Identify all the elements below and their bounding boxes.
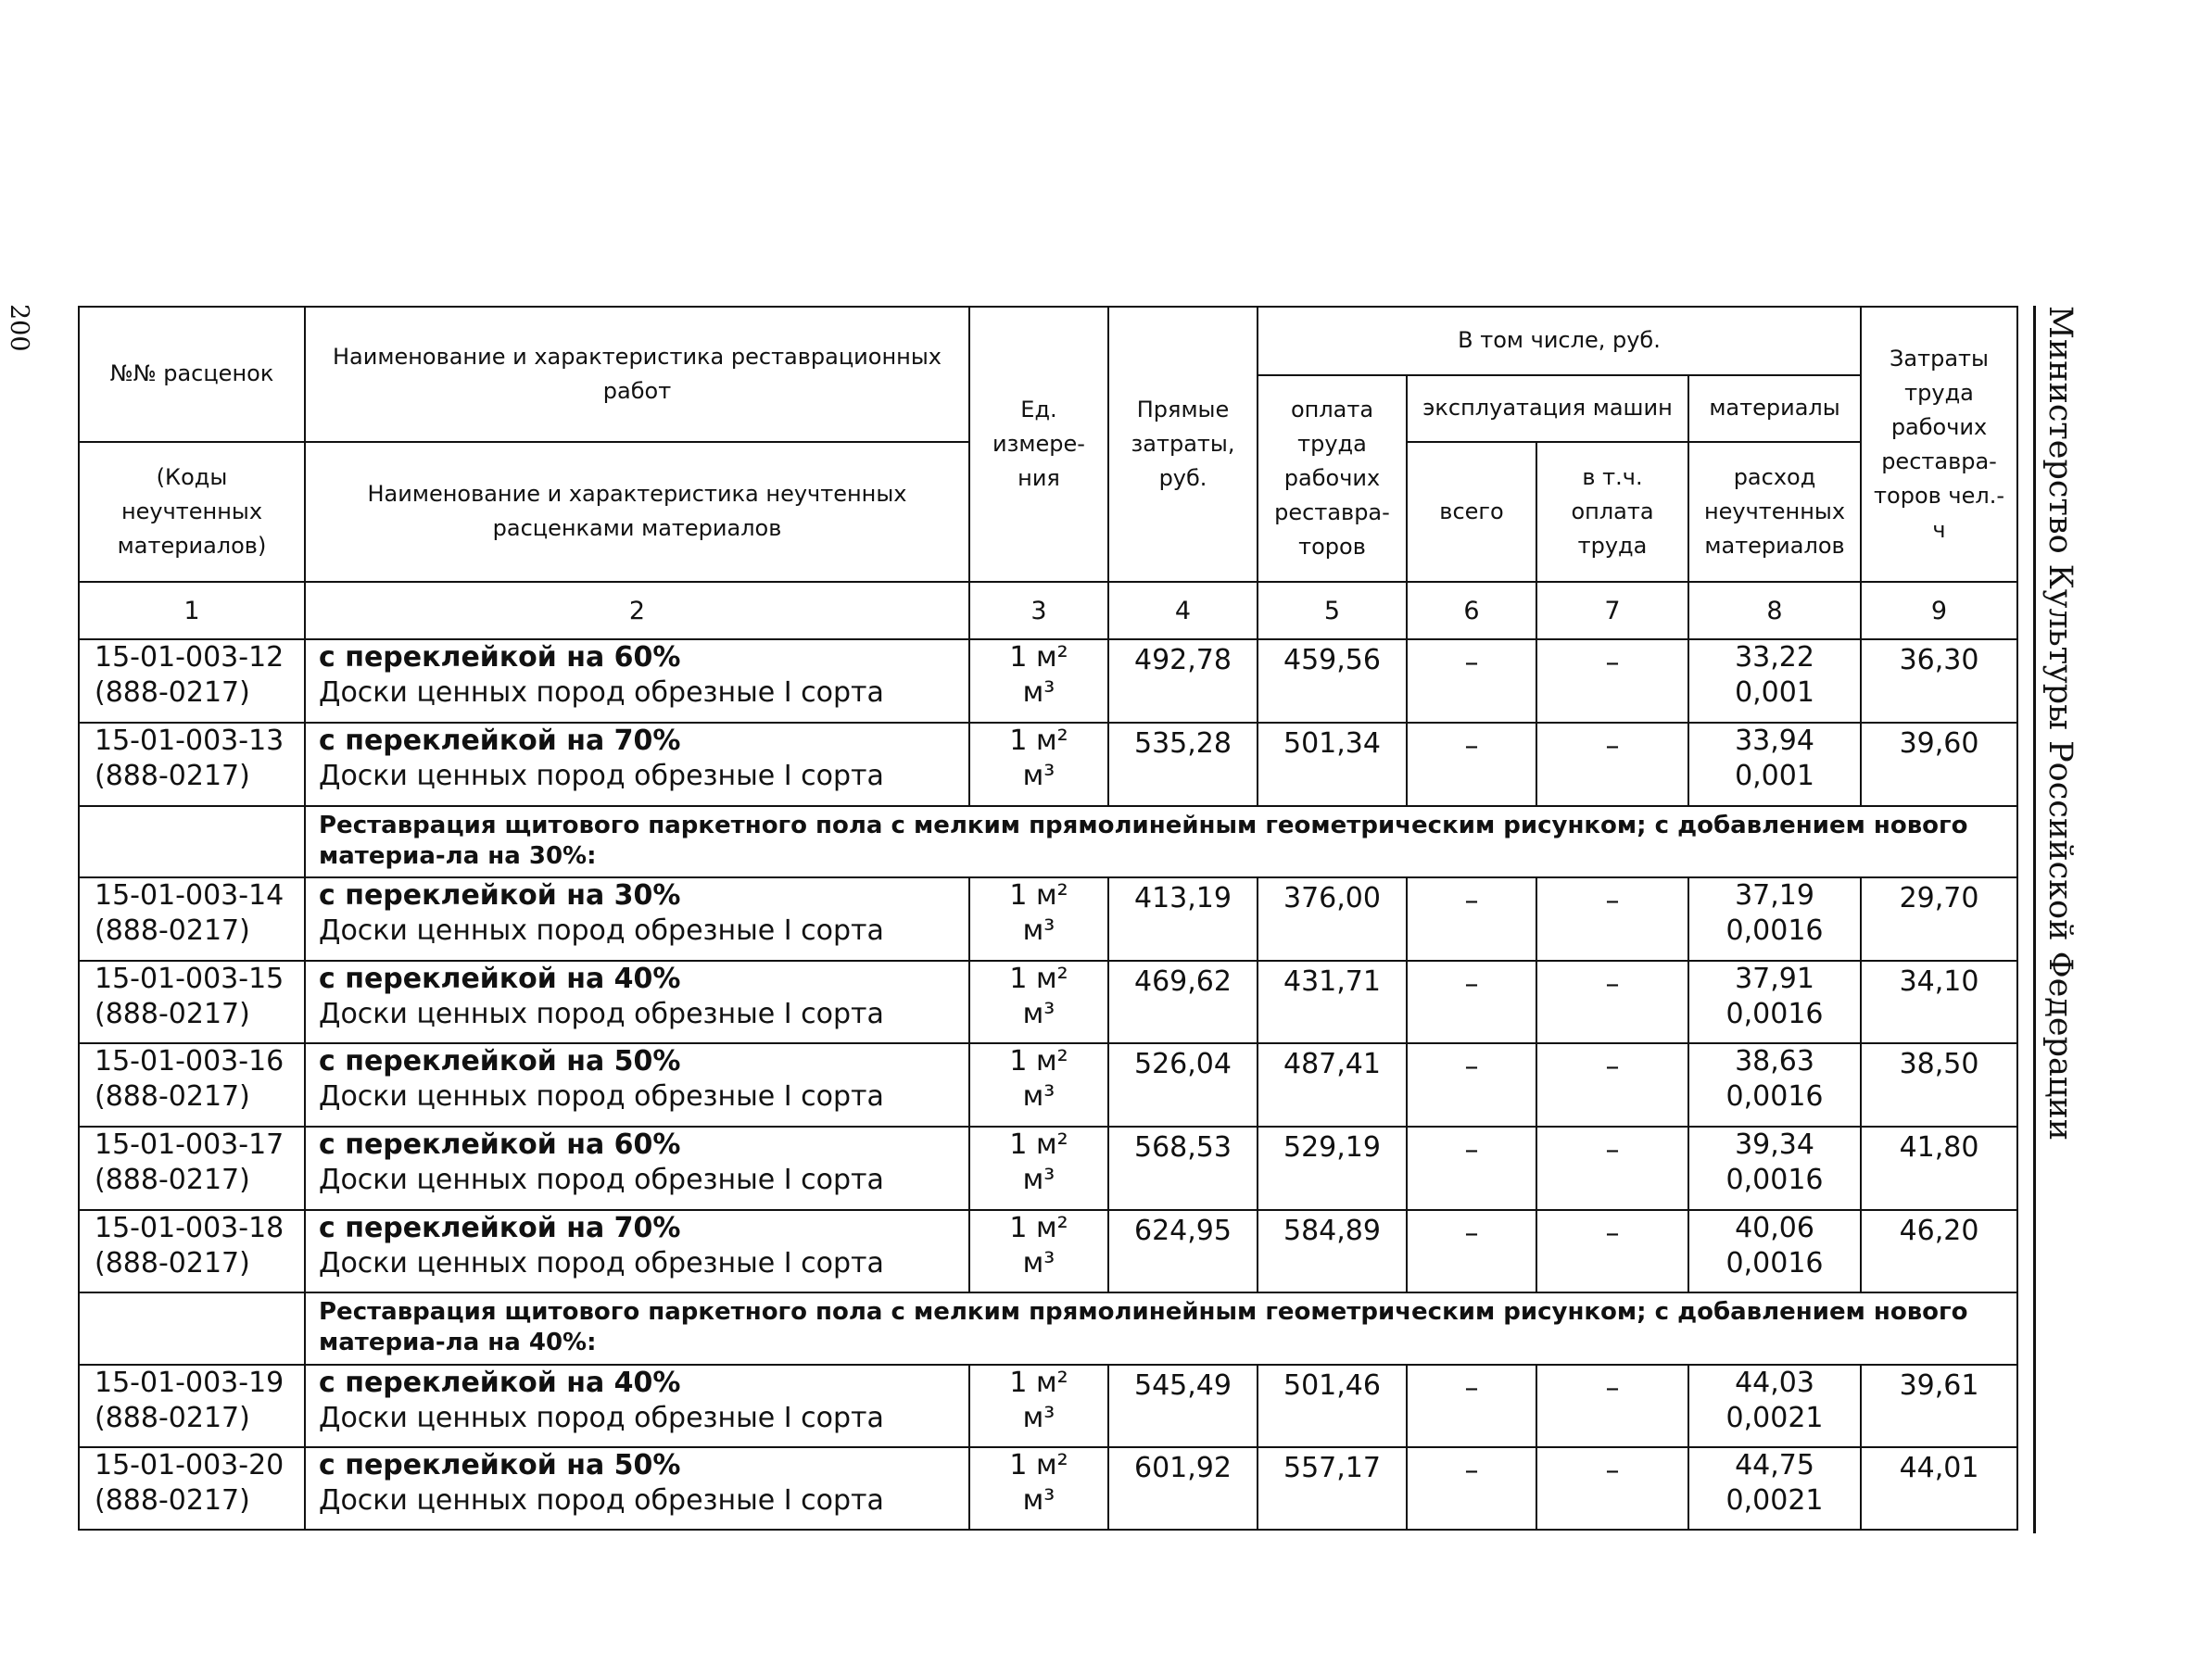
- unit-work: 1 м²: [1009, 1211, 1068, 1244]
- column-number: 4: [1108, 582, 1258, 639]
- section-row: [79, 806, 2017, 878]
- unit-material: м³: [1022, 914, 1055, 948]
- machines-labor: –: [1536, 639, 1688, 723]
- section-heading: Реставрация щитового паркетного пола с мелким прямолинейным геометрическим рисунком; с добавлением нового материа-ла на 30%:: [305, 806, 2017, 878]
- work-title: с переклейкой на 40%: [319, 962, 681, 995]
- machines-total: –: [1407, 1447, 1536, 1530]
- unit-material: м³: [1022, 997, 1055, 1030]
- rate-code: 15-01-003-14: [95, 879, 284, 913]
- labor-hours: 39,61: [1861, 1365, 2017, 1448]
- header-unit: Ед. измере-ния: [969, 307, 1108, 582]
- labor-pay: 529,19: [1258, 1127, 1407, 1210]
- materials-cell: [1688, 1210, 1861, 1293]
- direct-costs: 601,92: [1108, 1447, 1258, 1530]
- work-title: с переклейкой на 60%: [319, 641, 681, 674]
- materials-cost: 44,75: [1735, 1449, 1814, 1482]
- materials-cell: [1688, 1365, 1861, 1448]
- machines-labor: –: [1536, 1210, 1688, 1293]
- labor-pay: 501,34: [1258, 723, 1407, 806]
- column-numbers-row: [79, 582, 2017, 639]
- unit-work: 1 м²: [1009, 641, 1068, 674]
- work-name-cell: [305, 877, 969, 961]
- rate-code-cell: [79, 1127, 305, 1210]
- machines-total: –: [1407, 1210, 1536, 1293]
- rate-code: 15-01-003-15: [95, 962, 284, 995]
- rate-code-cell: [79, 1210, 305, 1293]
- unit-material: м³: [1022, 1484, 1055, 1518]
- header-row-1: [79, 307, 2017, 375]
- unit-cell: [969, 723, 1108, 806]
- header-machines: эксплуатация машин: [1407, 375, 1688, 442]
- rate-code-cell: [79, 1043, 305, 1127]
- materials-cost: 37,19: [1735, 879, 1814, 913]
- labor-pay: 557,17: [1258, 1447, 1407, 1530]
- materials-usage: 0,0016: [1725, 1080, 1824, 1114]
- unit-cell: [969, 877, 1108, 961]
- material-code: (888-0217): [95, 760, 250, 793]
- labor-pay: 459,56: [1258, 639, 1407, 723]
- material-name: Доски ценных пород обрезные I сорта: [319, 760, 884, 793]
- unit-work: 1 м²: [1009, 1449, 1068, 1482]
- work-title: с переклейкой на 70%: [319, 1211, 681, 1244]
- unit-work: 1 м²: [1009, 1045, 1068, 1078]
- header-labor-hours: Затраты труда рабочих реставра-торов чел.-ч: [1861, 307, 2017, 582]
- materials-cell: [1688, 1043, 1861, 1127]
- unit-material: м³: [1022, 1080, 1055, 1114]
- machines-total: –: [1407, 1365, 1536, 1448]
- unit-material: м³: [1022, 1163, 1055, 1196]
- header-labor-pay: оплата труда рабочих реставра-торов: [1258, 375, 1407, 583]
- work-name-cell: [305, 1365, 969, 1448]
- materials-cell: [1688, 877, 1861, 961]
- price-rates-table: [78, 306, 2018, 1531]
- material-code: (888-0217): [95, 1163, 250, 1196]
- unit-work: 1 м²: [1009, 1128, 1068, 1161]
- direct-costs: 413,19: [1108, 877, 1258, 961]
- rate-code-cell: [79, 639, 305, 723]
- materials-cost: 33,94: [1735, 725, 1814, 758]
- unit-cell: [969, 1365, 1108, 1448]
- direct-costs: 469,62: [1108, 961, 1258, 1044]
- materials-usage: 0,001: [1735, 760, 1814, 793]
- material-code: (888-0217): [95, 676, 250, 710]
- work-name-cell: [305, 1210, 969, 1293]
- work-title: с переклейкой на 60%: [319, 1128, 681, 1161]
- material-name: Доски ценных пород обрезные I сорта: [319, 1484, 884, 1518]
- labor-hours: 39,60: [1861, 723, 2017, 806]
- materials-cost: 38,63: [1735, 1045, 1814, 1078]
- labor-hours: 36,30: [1861, 639, 2017, 723]
- direct-costs: 624,95: [1108, 1210, 1258, 1293]
- labor-hours: 46,20: [1861, 1210, 2017, 1293]
- machines-total: –: [1407, 1043, 1536, 1127]
- work-title: с переклейкой на 30%: [319, 879, 681, 913]
- direct-costs: 526,04: [1108, 1043, 1258, 1127]
- unit-material: м³: [1022, 676, 1055, 710]
- work-title: с переклейкой на 50%: [319, 1449, 681, 1482]
- page-number: 200: [5, 304, 33, 352]
- work-title: с переклейкой на 40%: [319, 1366, 681, 1399]
- machines-labor: –: [1536, 1127, 1688, 1210]
- materials-usage: 0,0021: [1725, 1401, 1824, 1434]
- side-title: Министерство Культуры Российской Федерации: [2041, 306, 2079, 1141]
- work-name-cell: [305, 1447, 969, 1530]
- table-row: [79, 1043, 2017, 1127]
- labor-hours: 29,70: [1861, 877, 2017, 961]
- header-col2-bottom: Наименование и характеристика неучтенных расценками материалов: [305, 442, 969, 582]
- materials-cell: [1688, 1447, 1861, 1530]
- materials-cell: [1688, 1127, 1861, 1210]
- work-name-cell: [305, 1127, 969, 1210]
- unit-cell: [969, 639, 1108, 723]
- material-code: (888-0217): [95, 1080, 250, 1114]
- header-direct-costs: Прямые затраты, руб.: [1108, 307, 1258, 582]
- unit-cell: [969, 1210, 1108, 1293]
- labor-pay: 431,71: [1258, 961, 1407, 1044]
- work-title: с переклейкой на 70%: [319, 725, 681, 758]
- rate-code: 15-01-003-18: [95, 1211, 284, 1244]
- work-name-cell: [305, 1043, 969, 1127]
- rate-code: 15-01-003-20: [95, 1449, 284, 1482]
- unit-material: м³: [1022, 1401, 1055, 1434]
- header-machines-total: всего: [1407, 442, 1536, 582]
- material-code: (888-0217): [95, 1484, 250, 1518]
- column-number: 2: [305, 582, 969, 639]
- rate-code: 15-01-003-17: [95, 1128, 284, 1161]
- machines-labor: –: [1536, 723, 1688, 806]
- labor-pay: 376,00: [1258, 877, 1407, 961]
- section-row: [79, 1292, 2017, 1365]
- unit-work: 1 м²: [1009, 962, 1068, 995]
- materials-usage: 0,0016: [1725, 1163, 1824, 1196]
- machines-labor: –: [1536, 1043, 1688, 1127]
- header-col2-top: Наименование и характеристика реставрационных работ: [305, 307, 969, 442]
- labor-hours: 34,10: [1861, 961, 2017, 1044]
- column-number: 7: [1536, 582, 1688, 639]
- material-name: Доски ценных пород обрезные I сорта: [319, 1080, 884, 1114]
- rate-code: 15-01-003-16: [95, 1045, 284, 1078]
- labor-pay: 584,89: [1258, 1210, 1407, 1293]
- materials-cell: [1688, 639, 1861, 723]
- machines-total: –: [1407, 1127, 1536, 1210]
- unit-cell: [969, 1447, 1108, 1530]
- rate-code-cell: [79, 877, 305, 961]
- rate-code-cell: [79, 723, 305, 806]
- rate-code: 15-01-003-12: [95, 641, 284, 674]
- column-number: 1: [79, 582, 305, 639]
- material-name: Доски ценных пород обрезные I сорта: [319, 1246, 884, 1280]
- table-row: [79, 1365, 2017, 1448]
- unit-work: 1 м²: [1009, 879, 1068, 913]
- column-number: 8: [1688, 582, 1861, 639]
- table-row: [79, 1127, 2017, 1210]
- machines-labor: –: [1536, 877, 1688, 961]
- rate-code: 15-01-003-13: [95, 725, 284, 758]
- materials-cost: 40,06: [1735, 1211, 1814, 1244]
- material-name: Доски ценных пород обрезные I сорта: [319, 676, 884, 710]
- labor-hours: 44,01: [1861, 1447, 2017, 1530]
- unit-cell: [969, 961, 1108, 1044]
- rate-code-cell: [79, 1447, 305, 1530]
- materials-usage: 0,0016: [1725, 914, 1824, 948]
- material-name: Доски ценных пород обрезные I сорта: [319, 914, 884, 948]
- table-row: [79, 639, 2017, 723]
- section-heading: Реставрация щитового паркетного пола с мелким прямолинейным геометрическим рисунком; с добавлением нового материа-ла на 40%:: [305, 1292, 2017, 1365]
- direct-costs: 535,28: [1108, 723, 1258, 806]
- labor-pay: 501,46: [1258, 1365, 1407, 1448]
- unit-cell: [969, 1043, 1108, 1127]
- labor-pay: 487,41: [1258, 1043, 1407, 1127]
- materials-usage: 0,001: [1735, 676, 1814, 710]
- rate-code-cell: [79, 1365, 305, 1448]
- unit-material: м³: [1022, 1246, 1055, 1280]
- header-col1-bottom: (Коды неучтенных материалов): [79, 442, 305, 582]
- machines-total: –: [1407, 961, 1536, 1044]
- column-number: 6: [1407, 582, 1536, 639]
- labor-hours: 38,50: [1861, 1043, 2017, 1127]
- rate-code-cell: [79, 961, 305, 1044]
- materials-usage: 0,0016: [1725, 1246, 1824, 1280]
- machines-total: –: [1407, 639, 1536, 723]
- material-code: (888-0217): [95, 997, 250, 1030]
- unit-work: 1 м²: [1009, 1366, 1068, 1399]
- materials-usage: 0,0021: [1725, 1484, 1824, 1518]
- unit-work: 1 м²: [1009, 725, 1068, 758]
- material-name: Доски ценных пород обрезные I сорта: [319, 1163, 884, 1196]
- materials-cost: 33,22: [1735, 641, 1814, 674]
- labor-hours: 41,80: [1861, 1127, 2017, 1210]
- machines-labor: –: [1536, 1447, 1688, 1530]
- section-blank: [79, 1292, 305, 1365]
- direct-costs: 568,53: [1108, 1127, 1258, 1210]
- material-name: Доски ценных пород обрезные I сорта: [319, 1401, 884, 1434]
- machines-labor: –: [1536, 961, 1688, 1044]
- material-code: (888-0217): [95, 1401, 250, 1434]
- header-col1-top: №№ расценок: [79, 307, 305, 442]
- materials-cost: 39,34: [1735, 1128, 1814, 1161]
- header-materials: материалы: [1688, 375, 1861, 442]
- work-name-cell: [305, 723, 969, 806]
- section-blank: [79, 806, 305, 878]
- table-row: [79, 1210, 2017, 1293]
- material-code: (888-0217): [95, 914, 250, 948]
- column-number: 9: [1861, 582, 2017, 639]
- materials-cost: 44,03: [1735, 1366, 1814, 1399]
- direct-costs: 545,49: [1108, 1365, 1258, 1448]
- machines-total: –: [1407, 877, 1536, 961]
- unit-cell: [969, 1127, 1108, 1210]
- column-number: 5: [1258, 582, 1407, 639]
- work-title: с переклейкой на 50%: [319, 1045, 681, 1078]
- header-including: В том числе, руб.: [1258, 307, 1861, 375]
- table-row: [79, 723, 2017, 806]
- machines-labor: –: [1536, 1365, 1688, 1448]
- header-materials-usage: расход неучтенных материалов: [1688, 442, 1861, 582]
- materials-usage: 0,0016: [1725, 997, 1824, 1030]
- header-machines-labor: в т.ч. оплата труда: [1536, 442, 1688, 582]
- materials-cost: 37,91: [1735, 962, 1814, 995]
- direct-costs: 492,78: [1108, 639, 1258, 723]
- work-name-cell: [305, 639, 969, 723]
- materials-cell: [1688, 961, 1861, 1044]
- table-row: [79, 961, 2017, 1044]
- material-code: (888-0217): [95, 1246, 250, 1280]
- table-row: [79, 877, 2017, 961]
- table-row: [79, 1447, 2017, 1530]
- column-number: 3: [969, 582, 1108, 639]
- rate-code: 15-01-003-19: [95, 1366, 284, 1399]
- work-name-cell: [305, 961, 969, 1044]
- machines-total: –: [1407, 723, 1536, 806]
- material-name: Доски ценных пород обрезные I сорта: [319, 997, 884, 1030]
- materials-cell: [1688, 723, 1861, 806]
- unit-material: м³: [1022, 760, 1055, 793]
